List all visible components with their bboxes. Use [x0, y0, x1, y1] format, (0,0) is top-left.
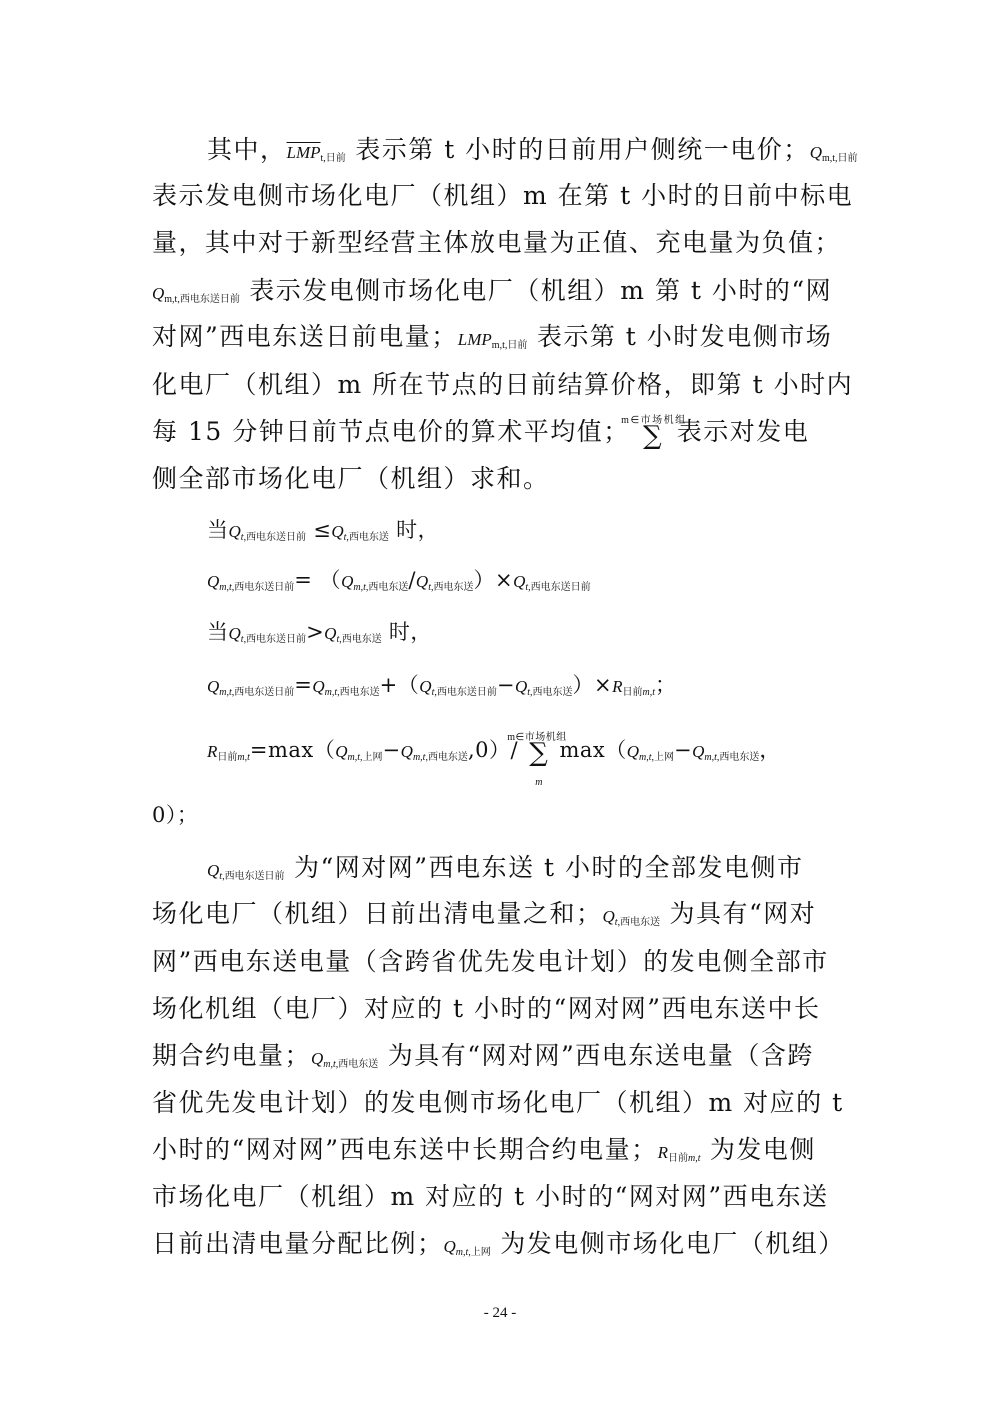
- lmp-day-ahead-user-symbol: $\overline{LMP}_{t,日前}$: [286, 143, 346, 164]
- para2-line8: 市场化电厂（机组）m 对应的 t 小时的“网对网”西电东送: [152, 1182, 829, 1211]
- para2-line7: 小时的“网对网”西电东送中长期合约电量；$R_{日前m,t}$ 为发电侧: [152, 1135, 816, 1164]
- q-t-west-east-symbol: $Q_{t,西电东送}$: [602, 907, 661, 928]
- text: 对网”西电东送日前电量；: [152, 322, 458, 351]
- formula-1: $Q_{m,t,西电东送日前}= (Q_{m,t,西电东送}/Q_{t,西电东送})\times Q_{t,西电东送日前}$: [207, 568, 591, 593]
- q-mt-west-east-day-ahead-symbol: $Q_{m,t,西电东送日前}$: [152, 284, 240, 305]
- summation-symbol: ∑ m∈市场机组: [621, 415, 687, 451]
- para1-line4: [152, 276, 832, 315]
- para1-line1: [207, 135, 858, 174]
- page-number: - 24 -: [483, 1305, 517, 1321]
- para2-line5: 期合约电量；$Q_{m,t,西电东送}$ 为具有“网对网”西电东送电量（含跨: [152, 1041, 814, 1070]
- lmp-node-symbol: $LMP_{m,t,日前}$: [457, 330, 528, 351]
- r-day-ahead-symbol: $R_{日前m,t}$: [657, 1143, 701, 1164]
- condition-2: 当$Q_{t,西电东送日前}>Q_{t,西电东送}$ 时，: [207, 620, 432, 645]
- text: 每 15 分钟日前节点电价的算术平均值；: [152, 417, 630, 446]
- para1-line7: [152, 417, 809, 451]
- para1-line5: [152, 322, 832, 361]
- para2-line2: 场化电厂（机组）日前出清电量之和；$Q_{t,西电东送}$ 为具有“网对: [152, 899, 817, 928]
- formula-2: $Q_{m,t,西电东送日前}=Q_{m,t,西电东送}+(Q_{t,西电东送日前}-Q_{t,西电东送})\times R_{日前m,t}$；: [207, 673, 677, 698]
- text: 表示对发电: [676, 417, 810, 446]
- para2-line6: 省优先发电计划）的发电侧市场化电厂（机组）m 对应的 t: [152, 1088, 844, 1117]
- q-mt-grid-symbol: $Q_{m,t,上网}$: [443, 1237, 491, 1258]
- para2-line1: $Q_{t,西电东送日前}$ 为“网对网”西电东送 t 小时的全部发电侧市: [207, 853, 804, 882]
- condition-1: 当$Q_{t,西电东送日前} \le Q_{t,西电东送}$ 时，: [207, 518, 440, 543]
- q-t-west-east-day-ahead-symbol: $Q_{t,西电东送日前}$: [207, 861, 285, 882]
- formula-3: $R_{日前m,t}=\max(Q_{m,t,上网}-Q_{m,t,西电东送},0)/$ ∑ m∈市场机组 m $\max(Q_{m,t,上网}-Q_{m,t,西电东送}$，: [207, 732, 781, 788]
- q-mt-west-east-symbol: $Q_{m,t,西电东送}$: [311, 1049, 379, 1070]
- text: 其中，: [207, 135, 287, 164]
- para2-line4: 场化机组（电厂）对应的 t 小时的“网对网”西电东送中长: [152, 994, 821, 1023]
- q-mt-day-ahead-symbol: $Q_{m,t,日前}$: [809, 143, 858, 164]
- para2-line3: 网”西电东送电量（含跨省优先发电计划）的发电侧全部市: [152, 947, 829, 976]
- text: 表示发电侧市场化电厂（机组）m 第 t 小时的“网: [249, 276, 833, 305]
- para1-line8: 侧全部市场化电厂（机组）求和。: [152, 464, 550, 493]
- para2-line9: 日前出清电量分配比例；$Q_{m,t,上网}$ 为发电侧市场化电厂（机组）: [152, 1229, 845, 1258]
- text: 表示第 t 小时的日前用户侧统一电价；: [355, 135, 810, 164]
- text: 表示第 t 小时发电侧市场: [536, 322, 833, 351]
- para1-line2: 表示发电侧市场化电厂（机组）m 在第 t 小时的日前中标电: [152, 181, 854, 210]
- formula-3-end: 0）；: [152, 803, 199, 827]
- summation-symbol: ∑ m∈市场机组 m: [507, 732, 567, 788]
- para1-line6: 化电厂（机组）m 所在节点的日前结算价格，即第 t 小时内: [152, 370, 854, 399]
- para1-line3: 量，其中对于新型经营主体放电量为正值、充电量为负值；: [152, 228, 842, 257]
